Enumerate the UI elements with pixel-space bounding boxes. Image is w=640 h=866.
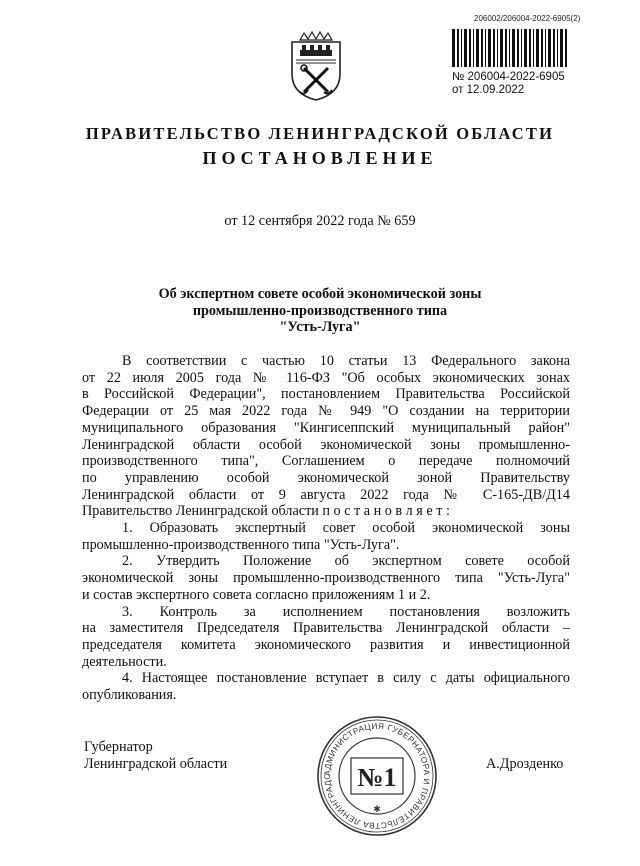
svg-text:№1: №1 — [357, 763, 397, 792]
body-line: 4. Настоящее постановление вступает в силу с даты официального — [122, 670, 570, 687]
registration-date: от 12.09.2022 — [452, 84, 525, 96]
signatory-position — [84, 739, 227, 773]
body-line: 3. Контроль за исполнением постановления возложить — [122, 603, 570, 620]
body-line: председателя комитета экономического развития и инвестиционной — [82, 636, 570, 653]
body-line: промышленно-производственного типа "Усть-Луга". — [82, 536, 400, 553]
body-line: производственного типа", Соглашением о передаче полномочий — [82, 453, 570, 470]
barcode — [452, 29, 570, 67]
body-line: в Российской Федерации", постановлением Правительства Российской — [82, 386, 570, 403]
document-type-title: ПОСТАНОВЛЕНИЕ — [202, 148, 438, 168]
document-code: 206002/206004-2022-6905(2) — [474, 14, 581, 23]
body-line: по управлению особой экономической зоной Правительству — [82, 469, 570, 486]
stamp-seal-icon — [315, 714, 439, 838]
body-line: 1. Образовать экспертный совет особой экономической зоны — [122, 520, 570, 537]
signatory-name: А.Дрозденко — [486, 756, 564, 772]
body-line: Федерации от 25 мая 2022 года № 949 "О создании на территории — [82, 403, 570, 420]
position-line-1: Губернатор — [84, 739, 153, 755]
subject-line-2: промышленно-производственного типа — [192, 302, 448, 319]
svg-text:АДМИНИСТРАЦИЯ ГУБЕРНАТОРА И ПР: АДМИНИСТРАЦИЯ ГУБЕРНАТОРА И ПРАВИТЕЛЬСТВА ЛЕНИНГРАДС — [321, 720, 433, 832]
subject-line-1: Об экспертном совете особой экономической зоны — [158, 286, 482, 302]
document-date-number: от 12 сентября 2022 года № 659 — [224, 213, 416, 229]
body-line: 2. Утвердить Положение об экспертном совете особой — [122, 553, 570, 570]
coat-of-arms-icon — [286, 30, 346, 102]
document-subject — [0, 286, 640, 336]
body-line: деятельности. — [82, 653, 167, 670]
body-line: Ленинградской области от 9 августа 2022 года № С-165-ДВ/Д14 — [82, 486, 570, 503]
document-body — [82, 353, 570, 704]
body-line: Правительство Ленинградской области п о с т а н о в л я е т : — [82, 503, 450, 520]
body-line: на заместителя Председателя Правительства Ленинградской области – — [82, 620, 570, 637]
body-line: Ленинградской области особой экономической зоны промышленно- — [82, 436, 570, 453]
body-line: экономической зоны промышленно-производственного типа "Усть-Луга" — [82, 570, 570, 587]
svg-text:✱: ✱ — [373, 804, 381, 814]
registration-number: № 206004-2022-6905 — [452, 71, 565, 83]
body-line: муниципального образования "Кингисеппский муниципальный район" — [82, 419, 570, 436]
body-line: опубликования. — [82, 687, 177, 704]
position-line-2: Ленинградской области — [84, 756, 228, 772]
authority-title: ПРАВИТЕЛЬСТВО ЛЕНИНГРАДСКОЙ ОБЛАСТИ — [85, 124, 555, 143]
body-line: и состав экспертного совета согласно приложениям 1 и 2. — [82, 586, 431, 603]
body-line: от 22 июля 2005 года № 116-ФЗ "Об особых экономических зонах — [82, 369, 570, 386]
body-line: В соответствии с частью 10 статьи 13 Федерального закона — [122, 353, 570, 369]
coat-of-arms-emblem — [286, 30, 346, 102]
official-stamp — [315, 714, 439, 838]
subject-line-3: "Усть-Луга" — [279, 319, 361, 335]
